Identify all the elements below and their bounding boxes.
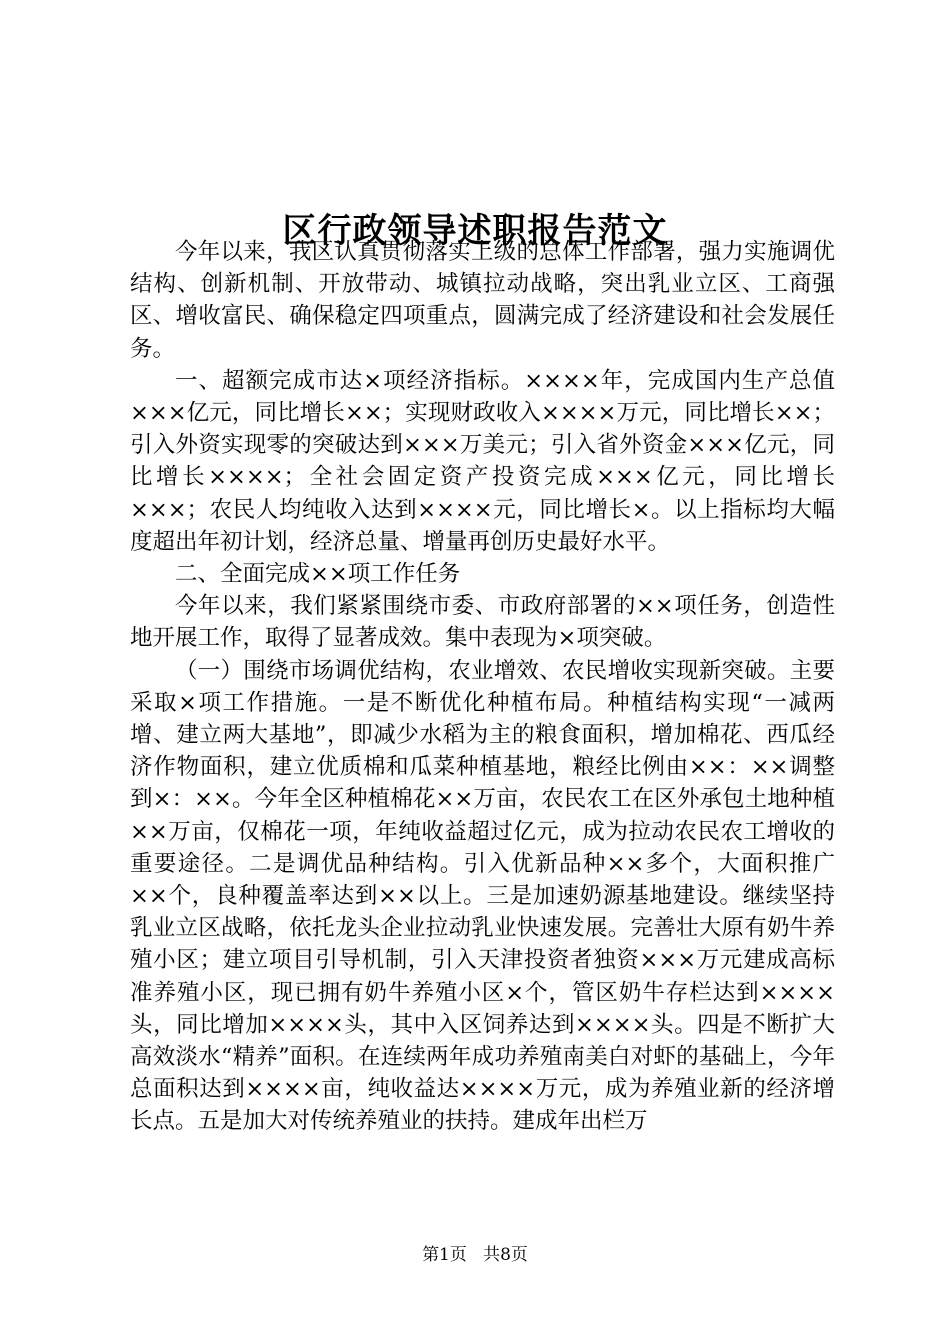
paragraph-subsection-one: （一）围绕市场调优结构，农业增效、农民增收实现新突破。主要采取×项工作措施。一是不断优化种植布局。种植结构实现“一减两增、建立两大基地”，即减少水稻为主的粮食面积，增加棉花、西瓜经济作物面积，建立优质棉和瓜菜种植基地，粮经比例由××：××调整到×：××。今年全区种植棉花××万亩，农民农工在区外承包土地种植××万亩，仅棉花一项，年纯收益超过亿元，成为拉动农民农工增收的重要途径。二是调优品种结构。引入优新品种××多个，大面积推广××个，良种覆盖率达到××以上。三是加速奶源基地建设。继续坚持乳业立区战略，依托龙头企业拉动乳业快速发展。完善壮大原有奶牛养殖小区；建立项目引导机制，引入天津投资者独资×××万元建成高标准养殖小区，现已拥有奶牛养殖小区×个，管区奶牛存栏达到××××头，同比增加××××头，其中入区饲养达到××××头。四是不断扩大高效淡水“精养”面积。在连续两年成功养殖南美白对虾的基础上，今年总面积达到××××亩，纯收益达××××万元，成为养殖业新的经济增长点。五是加大对传统养殖业的扶持。建成年出栏万: [130, 657, 835, 1135]
document-title: 区行政领导述职报告范文: [282, 210, 668, 251]
paragraph-intro: 今年以来，我区认真贯彻落实上级的总体工作部署，强力实施调优结构、创新机制、开放带动、城镇拉动战略，突出乳业立区、工商强区、增收富民、确保稳定四项重点，圆满完成了经济建设和社会发展任务。: [130, 239, 835, 362]
document-body: [130, 236, 835, 1138]
page-separator: [472, 1245, 477, 1265]
paragraph-section-one: 一、超额完成市达×项经济指标。××××年，完成国内生产总值×××亿元，同比增长××；实现财政收入××××万元，同比增长××；引入外资实现零的突破达到×××万美元；引入省外资金×××亿元，同比增长××××；全社会固定资产投资完成×××亿元，同比增长×××；农民人均纯收入达到××××元，同比增长×。以上指标均大幅度超出年初计划，经济总量、增量再创历史最好水平。: [130, 367, 835, 555]
page-footer: [0, 1244, 950, 1266]
page-number: 第1页: [422, 1245, 467, 1265]
paragraph-section-two-summary: 今年以来，我们紧紧围绕市委、市政府部署的××项任务，创造性地开展工作，取得了显著成效。集中表现为×项突破。: [130, 593, 835, 652]
page-total: 共8页: [483, 1245, 528, 1265]
paragraph-section-two-heading: 二、全面完成××项工作任务: [175, 561, 461, 588]
